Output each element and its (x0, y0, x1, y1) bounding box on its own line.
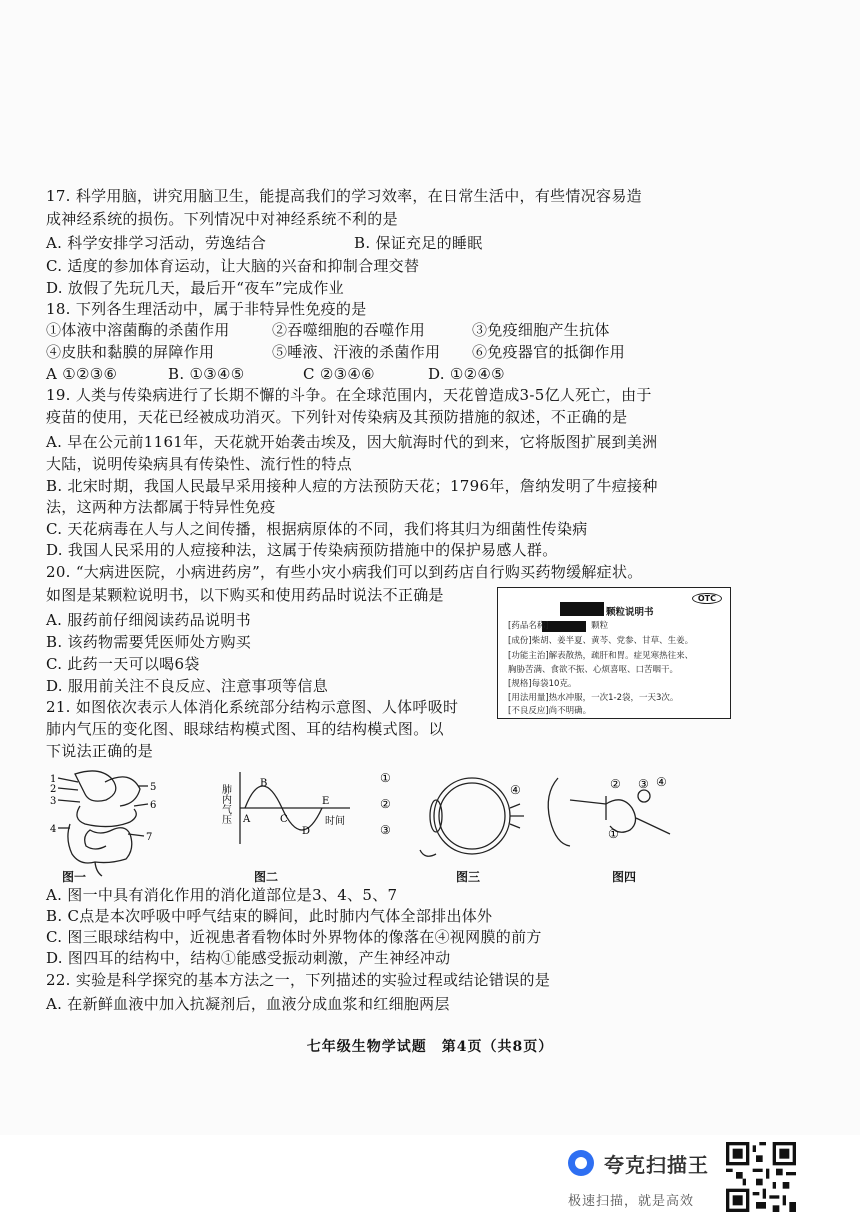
q21-figures (40, 764, 820, 882)
q18-item-3: ③免疫细胞产生抗体 (472, 321, 610, 339)
q20-option-d: D. 服用前关注不良反应、注意事项等信息 (46, 677, 329, 695)
fig4-number: ③ (638, 777, 649, 791)
qr-code-icon (726, 1142, 796, 1212)
fig1-number: 7 (146, 832, 153, 843)
q18-item-6: ⑥免疫器官的抵御作用 (472, 343, 626, 361)
q22-option-a: A. 在新鲜血液中加入抗凝剂后，血液分成血浆和红细胞两层 (46, 995, 450, 1013)
q18-item-1: ①体液中溶菌酶的杀菌作用 (46, 321, 230, 339)
figure-label-3: 图三 (456, 870, 481, 884)
fig1-number: 2 (50, 784, 57, 795)
q20-option-b: B. 该药物需要凭医师处方购买 (46, 633, 252, 651)
q18-item-5: ⑤唾液、汗液的杀菌作用 (272, 343, 441, 361)
leaflet-row: [成份]柴胡、姜半夏、黄芩、党参、甘草、生姜。 (508, 636, 694, 646)
leaflet-row: [规格]每袋10克。 (508, 679, 577, 689)
q18-option-b: B. ①③④⑤ (168, 365, 245, 383)
q17-option-c: C. 适度的参加体育运动，让大脑的兴奋和抑制合理交替 (46, 257, 420, 275)
scanner-logo-icon (566, 1148, 596, 1178)
fig1-number: 1 (50, 774, 57, 785)
q20-option-c: C. 此药一天可以喝6袋 (46, 655, 200, 673)
q17-option-a: A. 科学安排学习活动，劳逸结合 (46, 234, 267, 252)
q17-stem-line2: 成神经系统的损伤。下列情况中对神经系统不利的是 (46, 210, 398, 228)
pressure-curve-diagram (240, 772, 350, 844)
fig3-number: ② (380, 797, 391, 811)
q21-stem-line2: 肺内气压的变化图、眼球结构模式图、耳的结构模式图。以 (46, 720, 444, 738)
q19-stem-line1: 19. 人类与传染病进行了长期不懈的斗争。在全球范围内，天花曾造成3-5亿人死亡，由于 (46, 386, 652, 404)
figure-label-2: 图二 (254, 870, 279, 884)
figure-label-1: 图一 (62, 870, 87, 884)
q21-option-a: A. 图一中具有消化作用的消化道部位是3、4、5、7 (46, 886, 398, 904)
leaflet-row: 胸胁苦满、食欲不振、心烦喜呕、口苦咽干。 (508, 665, 679, 675)
q20-option-a: A. 服药前仔细阅读药品说明书 (46, 611, 251, 629)
fig1-number: 3 (50, 796, 57, 807)
fig3-number: ① (380, 771, 391, 785)
q17-stem-line1: 17. 科学用脑，讲究用脑卫生，能提高我们的学习效率，在日常生活中，有些情况容易造 (46, 187, 642, 205)
q21-stem-line1: 21. 如图依次表示人体消化系统部分结构示意图、人体呼吸时 (46, 698, 459, 716)
leaflet-row: [药品名称] 颗粒 (508, 621, 609, 631)
q21-option-d: D. 图四耳的结构中，结构①能感受振动刺激，产生神经冲动 (46, 949, 451, 967)
fig2-point: B (260, 778, 268, 789)
q19-stem-line2: 疫苗的使用，天花已经被成功消灭。下列针对传染病及其预防措施的叙述，不正确的是 (46, 408, 628, 426)
q18-item-2: ②吞噬细胞的吞噬作用 (272, 321, 426, 339)
fig2-point: E (322, 796, 330, 807)
fig1-number: 5 (150, 782, 157, 793)
leaflet-title: 颗粒说明书 (606, 607, 654, 618)
q21-option-b: B. C点是本次呼吸中呼气结束的瞬间，此时肺内气体全部排出体外 (46, 907, 493, 925)
page-footer: 七年级生物学试题 第4页（共8页） (306, 1039, 554, 1055)
q18-option-a: A ①②③⑥ (46, 365, 118, 383)
q20-stem-line2: 如图是某颗粒说明书，以下购买和使用药品时说法不正确是 (46, 586, 444, 604)
q19-option-b-line1: B. 北宋时期，我国人民最早采用接种人痘的方法预防天花；1796年，詹纳发明了牛痘接种 (46, 477, 658, 495)
fig3-number: ④ (510, 783, 521, 797)
drug-leaflet (497, 587, 731, 719)
q19-option-d: D. 我国人民采用的人痘接种法，这属于传染病预防措施中的保护易感人群。 (46, 541, 558, 559)
q19-option-a-line1: A. 早在公元前1161年，天花就开始袭击埃及，因大航海时代的到来，它将版图扩展到美洲 (46, 433, 658, 451)
fig4-number: ④ (656, 775, 667, 789)
otc-badge: OTC (692, 593, 722, 604)
q17-option-d: D. 放假了先玩几天，最后开“夜车”完成作业 (46, 279, 344, 297)
fig2-point: D (302, 826, 311, 837)
leaflet-row: [不良反应]尚不明确。 (508, 706, 592, 716)
brand-name: 夸克扫描王 (604, 1152, 709, 1177)
digestive-system-diagram (58, 771, 148, 876)
q21-stem-line3: 下说法正确的是 (46, 742, 154, 760)
q22-stem: 22. 实验是科学探究的基本方法之一，下列描述的实验过程或结论错误的是 (46, 971, 551, 989)
fig2-ylabel: 肺内气压 (219, 784, 231, 824)
q18-item-4: ④皮肤和黏膜的屏障作用 (46, 343, 215, 361)
fig2-point: A (243, 814, 251, 825)
fig2-xlabel: 时间 (325, 816, 345, 827)
q19-option-b-line2: 法，这两种方法都属于特异性免疫 (46, 498, 276, 516)
q21-option-c: C. 图三眼球结构中，近视患者看物体时外界物体的像落在④视网膜的前方 (46, 928, 542, 946)
q18-stem: 18. 下列各生理活动中，属于非特异性免疫的是 (46, 300, 367, 318)
fig3-number: ③ (380, 823, 391, 837)
q19-option-c: C. 天花病毒在人与人之间传播，根据病原体的不同，我们将其归为细菌性传染病 (46, 520, 588, 538)
fig2-point: C (280, 814, 288, 825)
figure-label-4: 图四 (612, 870, 637, 884)
fig1-number: 6 (150, 800, 157, 811)
fig4-number: ① (608, 827, 619, 841)
q18-option-c: C ②③④⑥ (303, 365, 375, 383)
q18-option-d: D. ①②④⑤ (428, 365, 505, 383)
q20-stem-line1: 20. “大病进医院，小病进药房”，有些小灾小病我们可以到药店自行购买药物缓解症状。 (46, 563, 643, 581)
brand-slogan: 极速扫描，就是高效 (568, 1194, 695, 1209)
eyeball-diagram (420, 778, 524, 856)
leaflet-row: [功能主治]解表散热，疏肝和胃。症见寒热往来、 (508, 651, 694, 661)
fig1-number: 4 (50, 824, 57, 835)
leaflet-row: [用法用量]热水冲服，一次1-2袋，一天3次。 (508, 693, 679, 703)
fig4-number: ② (610, 777, 621, 791)
redacted-drug-name (560, 602, 604, 616)
scanner-brand (566, 1148, 709, 1178)
q17-option-b: B. 保证充足的睡眠 (354, 234, 483, 252)
q19-option-a-line2: 大陆，说明传染病具有传染性、流行性的特点 (46, 455, 353, 473)
